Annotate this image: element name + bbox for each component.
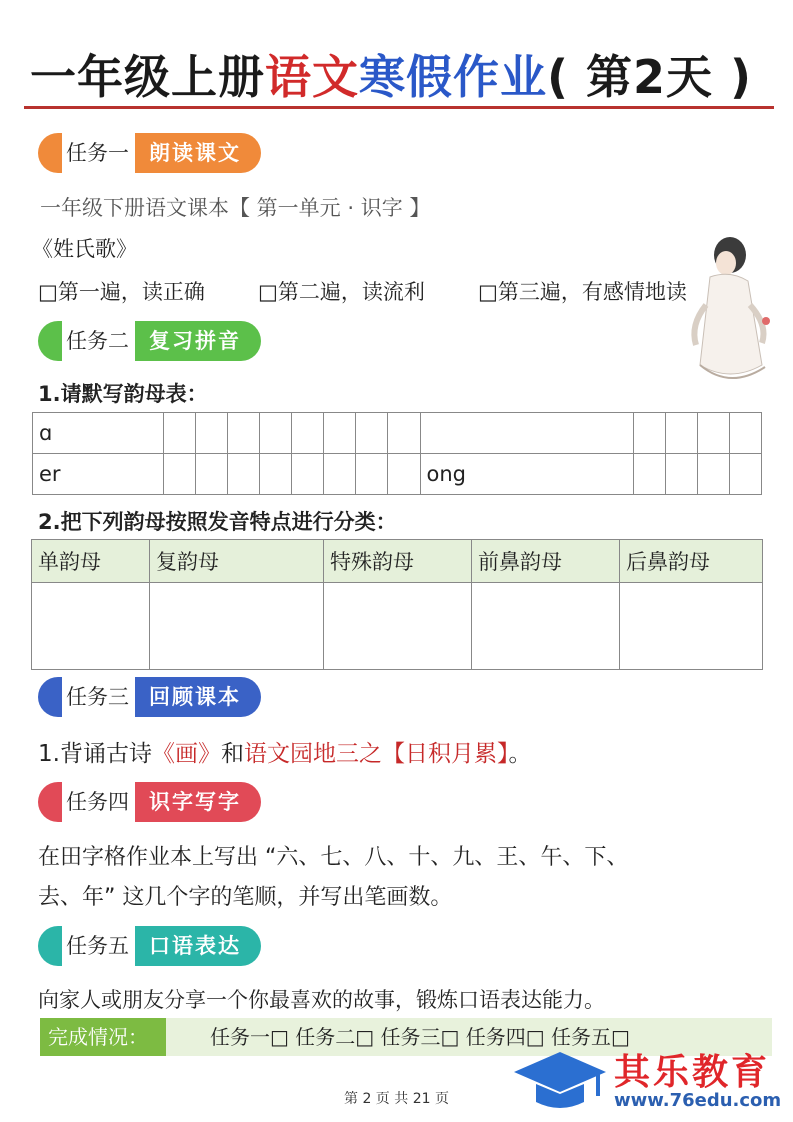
task-2-question-1: 1.请默写韵母表： [38,382,208,406]
category-header: 前鼻韵母 [472,540,620,583]
task-3-text-a: 1.背诵古诗 [38,741,152,767]
page-number: 第 2 页 共 21 页 [344,1091,449,1107]
task-4-cap [38,782,62,822]
yunmu-cell[interactable] [388,413,420,454]
yunmu-cell[interactable] [324,413,356,454]
yunmu-cell[interactable] [697,413,729,454]
yunmu-cell[interactable] [633,413,665,454]
brand-url: www.76edu.com [614,1090,782,1111]
task-1-pill: 朗读课文 [135,133,261,173]
task-2-question-2: 2.把下列韵母按照发音特点进行分类： [38,510,397,534]
yunmu-cell[interactable] [228,454,260,495]
yunmu-row-1 [33,413,762,454]
task-1-header [38,133,261,173]
category-answer-cell[interactable] [472,583,620,670]
yunmu-cell[interactable] [195,454,227,495]
yunmu-cell[interactable] [228,413,260,454]
yunmu-cell[interactable] [729,454,761,495]
brand-name: 其乐教育 [614,1052,771,1093]
category-header: 复韵母 [150,540,324,583]
yunmu-cell[interactable]: er [33,454,164,495]
category-answer-cell[interactable] [32,583,150,670]
category-answer-cell[interactable] [150,583,324,670]
task-4-pill: 识字写字 [135,782,261,822]
yunmu-cell[interactable] [163,454,195,495]
task-2-pill: 复习拼音 [135,321,261,361]
title-part-grade: 一年级上册 [30,50,265,104]
category-answer-cell[interactable] [324,583,472,670]
task-1-check-3[interactable]: □第三遍，有感情地读 [478,280,687,304]
task-3-garden: 语文园地三之【日积月累】 [243,741,509,767]
title-part-homework: 寒假作业 [359,50,547,104]
yunmu-cell[interactable] [665,413,697,454]
task-3-text-c: 和 [220,741,244,767]
yunmu-table [32,412,762,495]
yunmu-cell[interactable] [356,413,388,454]
task-3-cap [38,677,62,717]
yunmu-cell[interactable] [292,413,324,454]
task-3-label: 任务三 [62,677,135,717]
task-5-label: 任务五 [62,926,135,966]
task-4-line-2: 去、年” 这几个字的笔顺，并写出笔画数。 [38,885,453,910]
task-5-pill: 口语表达 [135,926,261,966]
task-5-header [38,926,261,966]
category-header: 后鼻韵母 [620,540,763,583]
yunmu-cell[interactable]: ɑ [33,413,164,454]
yunmu-cell[interactable] [260,413,292,454]
task-3-instruction [38,735,531,768]
task-1-cap [38,133,62,173]
category-header: 单韵母 [32,540,150,583]
category-header: 特殊韵母 [324,540,472,583]
task-3-poem: 《画》 [151,741,221,767]
task-1-textbook-line: 一年级下册语文课本【 第一单元 · 识字 】 [40,196,431,220]
category-header-row [32,540,763,583]
yunmu-cell[interactable]: ong [420,454,633,495]
yunmu-row-2 [33,454,762,495]
task-1-lesson-title: 《姓氏歌》 [32,237,137,261]
task-4-header [38,782,261,822]
task-4-line-1: 在田字格作业本上写出 “六、七、八、十、九、王、午、下、 [38,845,629,870]
yunmu-cell[interactable] [260,454,292,495]
task-1-check-1[interactable]: □第一遍，读正确 [38,280,205,304]
yunmu-cell[interactable] [420,413,633,454]
task-2-header [38,321,261,361]
category-answer-cell[interactable] [620,583,763,670]
title-divider [24,106,774,109]
yunmu-cell[interactable] [324,454,356,495]
task-2-label: 任务二 [62,321,135,361]
task-3-pill: 回顾课本 [135,677,261,717]
title-part-subject: 语文 [265,50,359,104]
yunmu-cell[interactable] [195,413,227,454]
task-3-text-e: 。 [508,741,532,767]
completion-label: 完成情况： [40,1018,166,1056]
yunmu-cell[interactable] [729,413,761,454]
category-answer-row [32,583,763,670]
task-1-label: 任务一 [62,133,135,173]
yunmu-category-table [31,539,763,670]
yunmu-cell[interactable] [356,454,388,495]
task-5-cap [38,926,62,966]
task-5-line-1: 向家人或朋友分享一个你最喜欢的故事，锻炼口语表达能力。 [38,988,605,1012]
yunmu-cell[interactable] [163,413,195,454]
completion-checklist[interactable]: 任务一□ 任务二□ 任务三□ 任务四□ 任务五□ [210,1025,630,1049]
task-3-header [38,677,261,717]
yunmu-cell[interactable] [665,454,697,495]
yunmu-cell[interactable] [292,454,324,495]
task-1-check-2[interactable]: □第二遍，读流利 [258,280,425,304]
yunmu-cell[interactable] [697,454,729,495]
task-4-label: 任务四 [62,782,135,822]
page-title [30,42,770,112]
task-2-cap [38,321,62,361]
yunmu-cell[interactable] [633,454,665,495]
yunmu-cell[interactable] [388,454,420,495]
title-part-day: ( 第2天 ) [547,50,753,104]
